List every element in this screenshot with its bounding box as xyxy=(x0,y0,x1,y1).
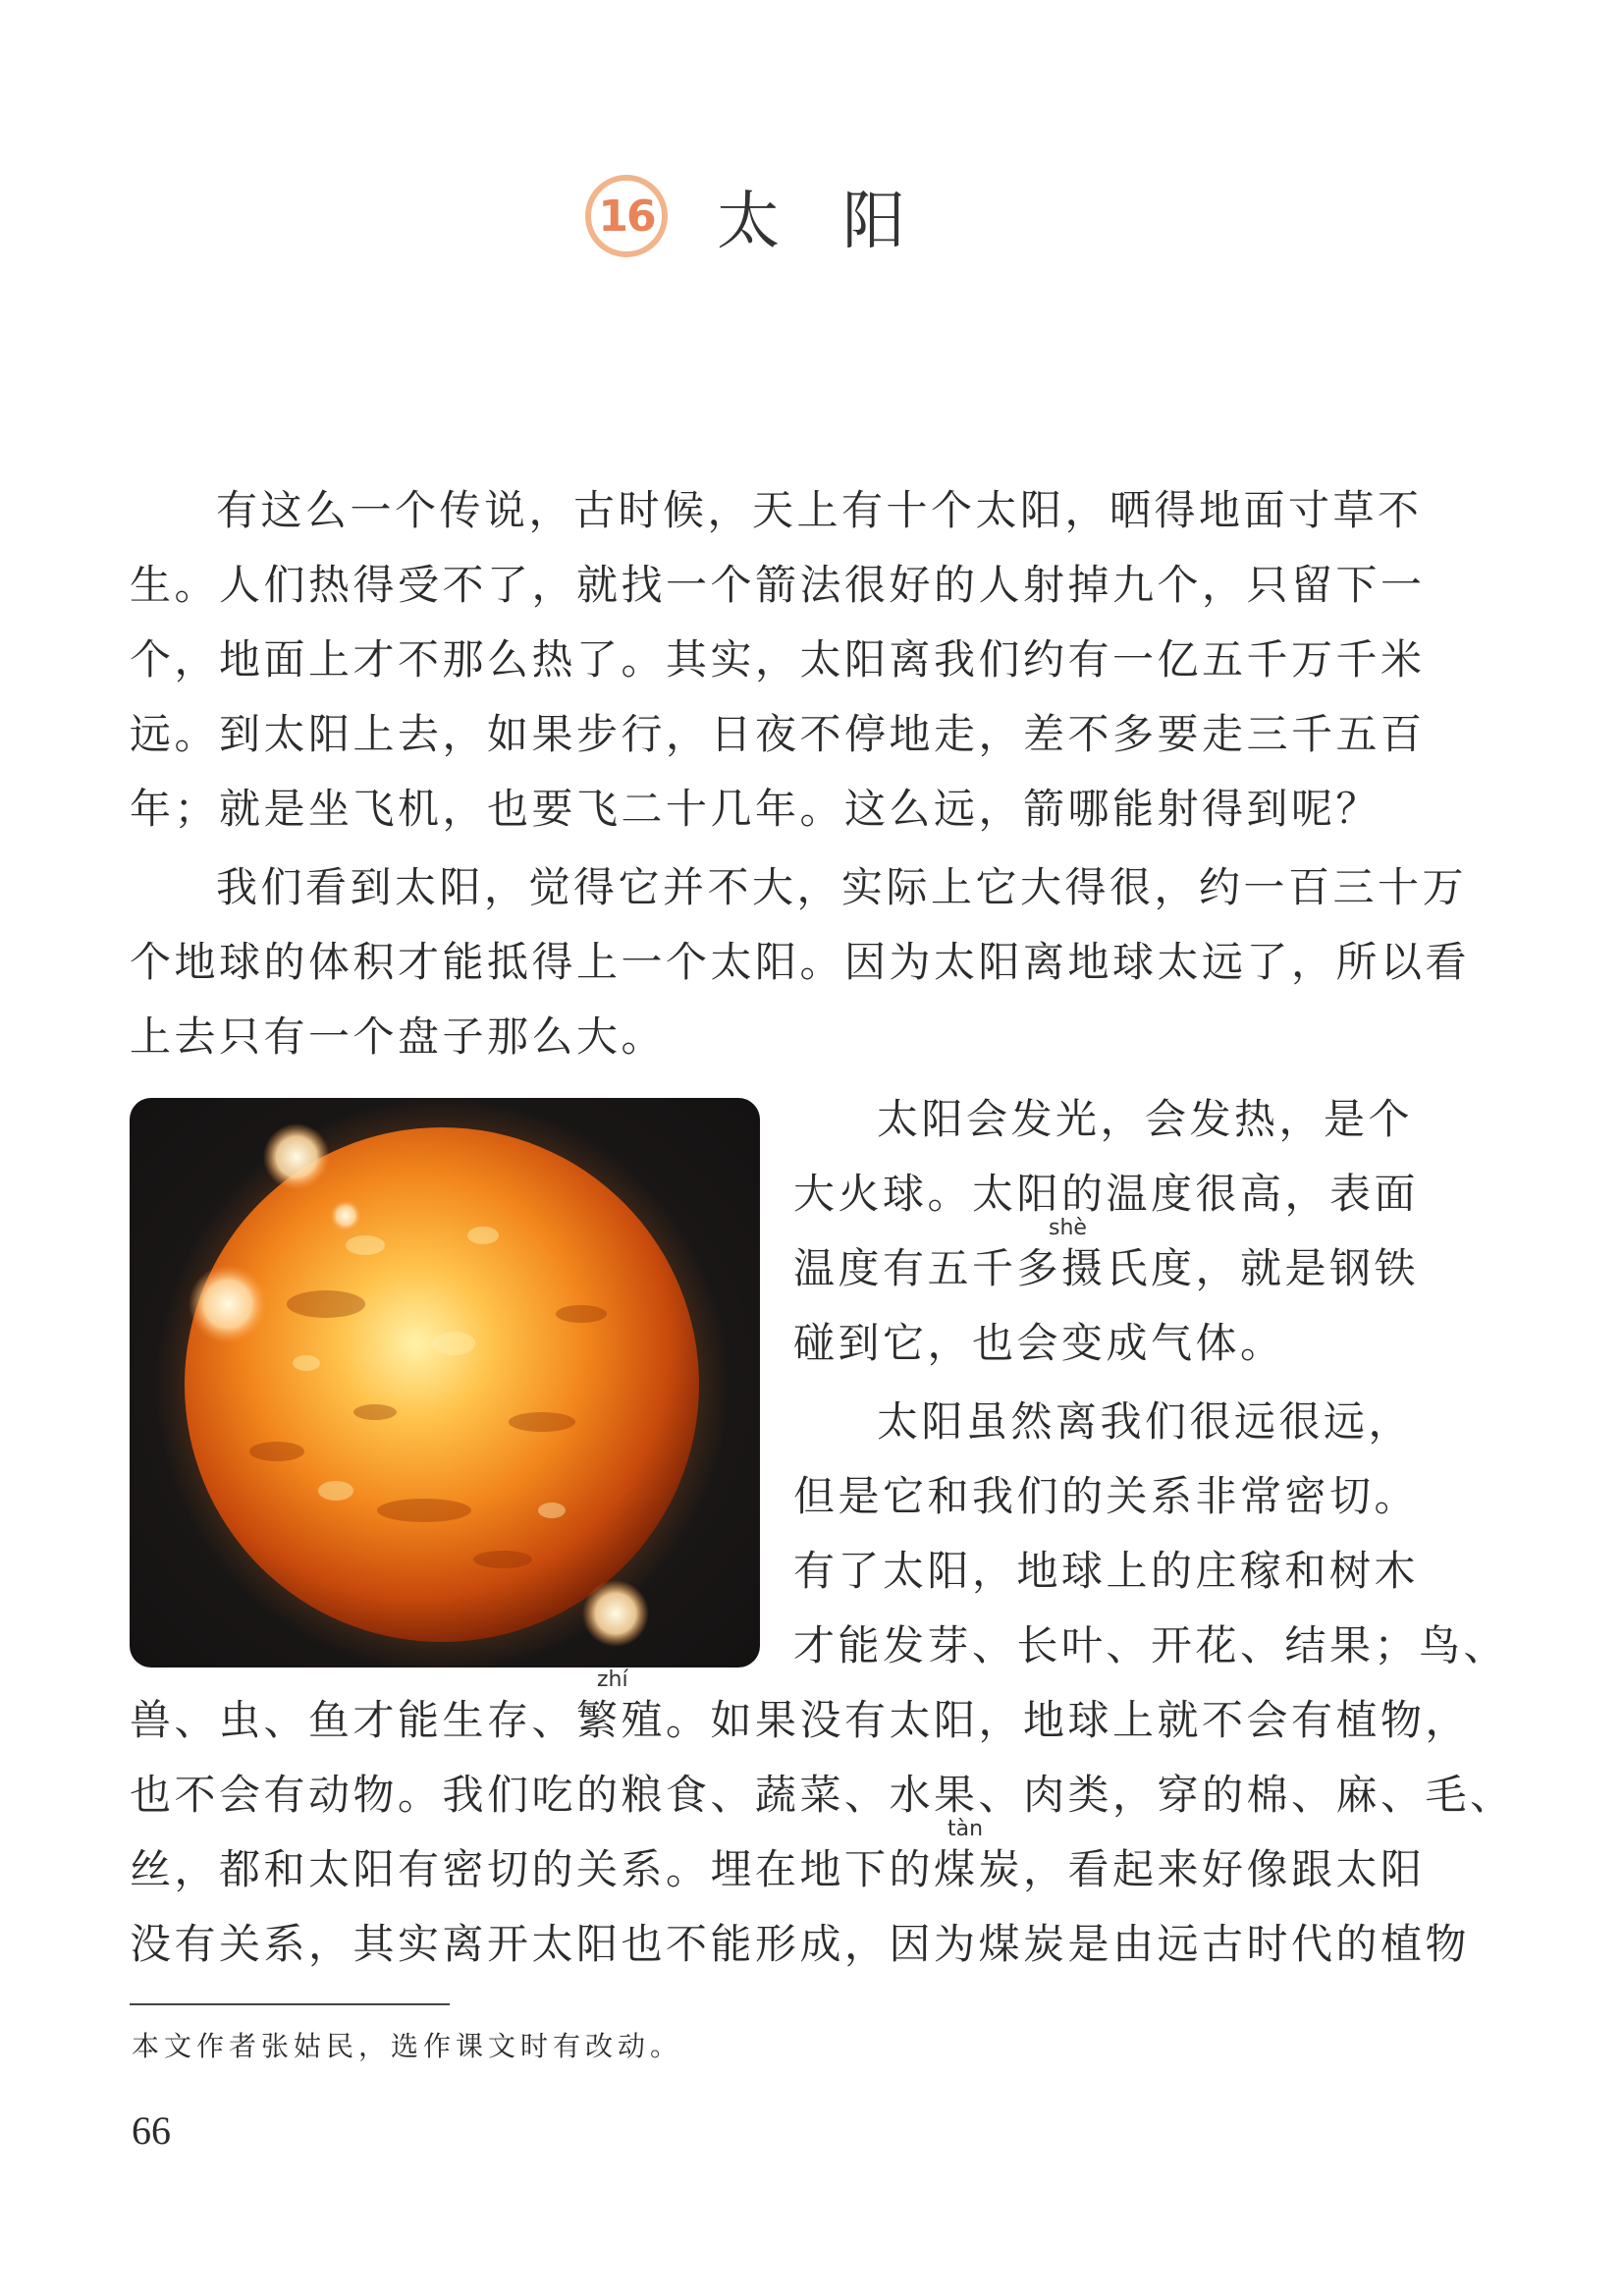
text-line: 年；就是坐飞机，也要飞二十几年。这么远，箭哪能射得到呢？ xyxy=(130,785,1381,833)
text-line: 太阳虽然离我们很远很远， xyxy=(877,1397,1414,1446)
text-line: 生。人们热得受不了，就找一个箭法很好的人射掉九个，只留下一 xyxy=(130,561,1426,609)
text-line: 大火球。太阳的温度很高，表面 xyxy=(793,1170,1420,1218)
text-line: 太阳会发光，会发热，是个 xyxy=(877,1095,1414,1143)
text-line: 才能发芽、长叶、开花、结果；鸟、 xyxy=(793,1621,1509,1669)
text-line: 我们看到太阳，觉得它并不大，实际上它大得很，约一百三十万 xyxy=(216,863,1468,911)
page-number: 66 xyxy=(132,2108,171,2153)
text-line: 没有关系，其实离开太阳也不能形成，因为煤炭是由远古时代的植物 xyxy=(130,1920,1471,1968)
pinyin-she: shè xyxy=(1049,1216,1087,1240)
lesson-number: 16 xyxy=(598,191,655,242)
text-line: 兽、虫、鱼才能生存、繁殖。如果没有太阳，地球上就不会有植物， xyxy=(130,1696,1471,1744)
pinyin-tan: tàn xyxy=(947,1817,984,1841)
sun-illustration xyxy=(130,1098,760,1667)
text-line: 丝，都和太阳有密切的关系。埋在地下的煤炭，看起来好像跟太阳 xyxy=(130,1845,1426,1893)
text-line: 碰到它，也会变成气体。 xyxy=(793,1319,1285,1367)
footnote: 本文作者张姑民，选作课文时有改动。 xyxy=(132,2030,683,2062)
page-title: 太阳 xyxy=(717,186,968,258)
text-line: 个地球的体积才能抵得上一个太阳。因为太阳离地球太远了，所以看 xyxy=(130,938,1471,986)
footnote-divider xyxy=(130,2003,450,2005)
lesson-title xyxy=(585,167,968,265)
text-line: 远。到太阳上去，如果步行，日夜不停地走，差不多要走三千五百 xyxy=(130,710,1426,758)
text-line: 也不会有动物。我们吃的粮食、蔬菜、水果、肉类，穿的棉、麻、毛、 xyxy=(130,1771,1515,1819)
text-line: 有这么一个传说，古时候，天上有十个太阳，晒得地面寸草不 xyxy=(216,486,1423,534)
lesson-number-badge xyxy=(585,175,668,257)
text-line: 温度有五千多摄氏度，就是钢铁 xyxy=(793,1244,1420,1292)
text-line: 个，地面上才不那么热了。其实，太阳离我们约有一亿五千万千米 xyxy=(130,635,1426,683)
text-line: 有了太阳，地球上的庄稼和树木 xyxy=(793,1547,1420,1595)
text-line: 上去只有一个盘子那么大。 xyxy=(130,1012,667,1061)
pinyin-zhi: zhí xyxy=(597,1667,628,1692)
sun-photo xyxy=(130,1098,760,1667)
text-line: 但是它和我们的关系非常密切。 xyxy=(793,1472,1420,1520)
